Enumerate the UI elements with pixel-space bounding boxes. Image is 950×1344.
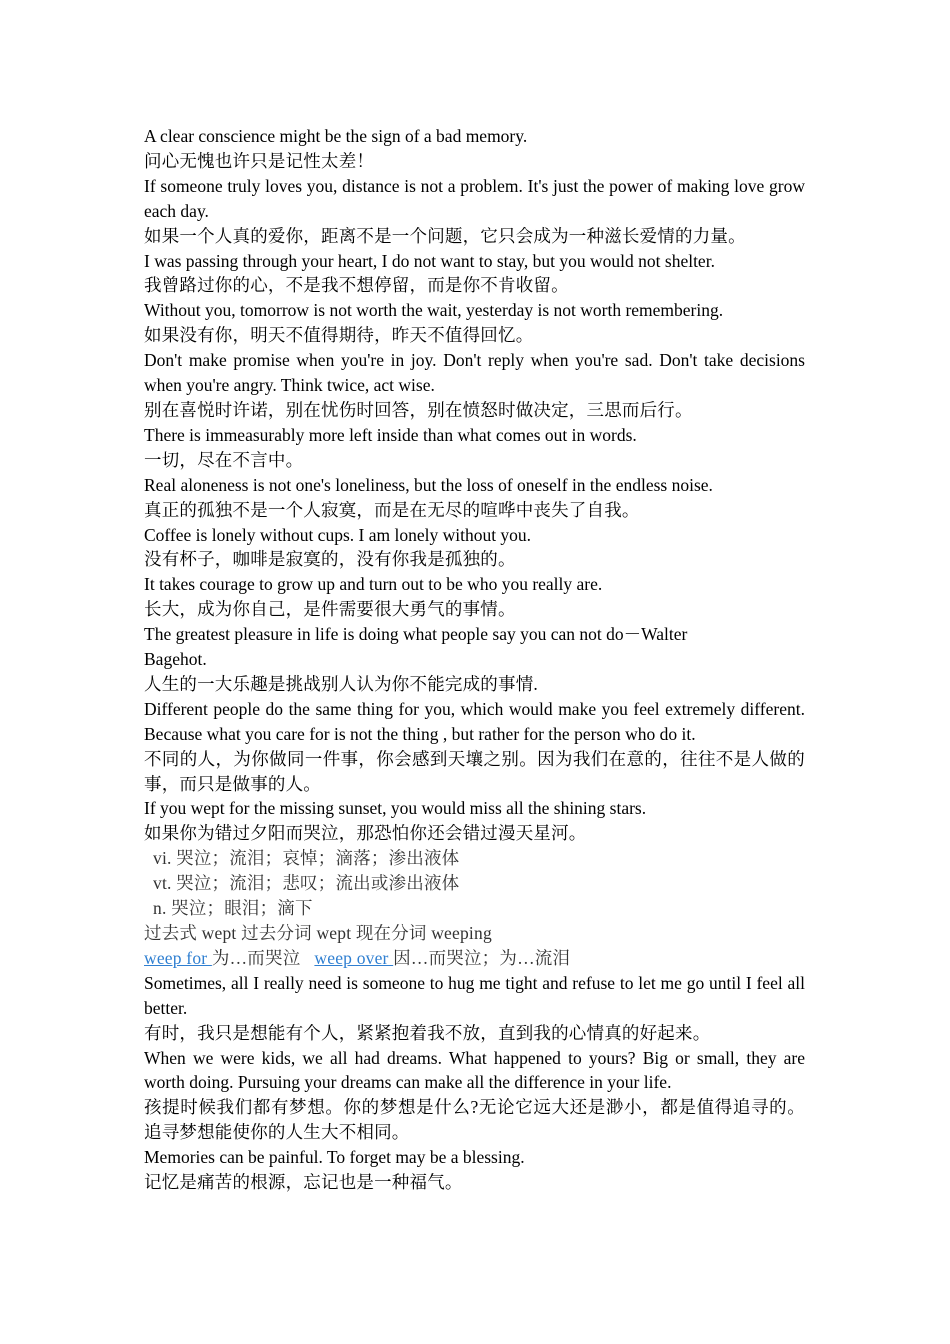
quote-en: There is immeasurably more left inside than what comes out in words. [144,424,637,445]
quote-zh: 如果一个人真的爱你，距离不是一个问题，它只会成为一种滋长爱情的力量。 [144,225,746,246]
quote-zh: 记忆是痛苦的根源，忘记也是一种福气。 [144,1172,463,1193]
vocab-n: n. 哭泣；眼泪；滴下 [153,898,313,919]
quote-en: Different people do the same thing for you, which would make you feel extremely different. Because what you care for is not the thing , but rather for the person who do it. [144,698,805,744]
quote-en: I was passing through your heart, I do not want to stay, but you would not shelter. [144,250,715,271]
vocab-vt: vt. 哭泣；流泪；悲叹；流出或渗出液体 [153,873,460,894]
quote-zh: 一切，尽在不言中。 [144,449,304,470]
quote-zh: 问心无愧也许只是记性太差！ [144,150,375,171]
vocab-forms: 过去式 wept 过去分词 wept 现在分词 weeping [144,923,492,943]
quote-zh: 如果你为错过夕阳而哭泣，那恐怕你还会错过漫天星河。 [144,823,587,844]
quote-zh: 别在喜悦时许诺，别在忧伤时回答，别在愤怒时做决定，三思而后行。 [144,399,693,420]
quote-en: Coffee is lonely without cups. I am lonely without you. [144,524,532,545]
quote-en: Real aloneness is not one's loneliness, but the loss of oneself in the endless noise. [144,474,713,495]
quote-en: If someone truly loves you, distance is not a problem. It's just the power of making love grow each day. [144,175,805,221]
document-body [144,124,805,1195]
quote-en: Without you, tomorrow is not worth the wait, yesterday is not worth remembering. [144,300,724,321]
quote-zh: 不同的人，为你做同一件事，你会感到天壤之别。因为我们在意的，往往不是人做的事，而只是做事的人。 [144,748,805,794]
weep-for-link[interactable]: weep for [144,947,212,968]
quote-en: It takes courage to grow up and turn out to be who you really are. [144,574,603,595]
quote-zh: 我曾路过你的心，不是我不想停留，而是你不肯收留。 [144,275,569,296]
quote-en-continued: Bagehot. [144,649,207,670]
quote-zh: 有时，我只是想能有个人，紧紧抱着我不放，直到我的心情真的好起来。 [144,1022,711,1043]
weep-for-meaning: 为…而哭泣 [211,947,301,968]
quote-en: The greatest pleasure in life is doing what people say you can not do－Walter [144,624,688,645]
quote-zh: 没有杯子，咖啡是寂寞的，没有你我是孤独的。 [144,549,516,570]
quote-zh: 如果没有你，明天不值得期待，昨天不值得回忆。 [144,325,534,346]
vocab-vi: vi. 哭泣；流泪；哀悼；滴落；渗出液体 [153,848,460,869]
quote-zh: 真正的孤独不是一个人寂寞，而是在无尽的喧哗中丧失了自我。 [144,499,640,520]
quote-en: If you wept for the missing sunset, you would miss all the shining stars. [144,798,647,819]
quote-en: When we were kids, we all had dreams. What happened to yours? Big or small, they are worth doing. Pursuing your dreams can make all the difference in your life. [144,1047,805,1093]
quote-en: Memories can be painful. To forget may be a blessing. [144,1147,525,1168]
quote-en: Don't make promise when you're in joy. Don't reply when you're sad. Don't take decisions when you're angry. Think twice, act wise. [144,350,805,396]
quote-zh: 长大，成为你自己，是件需要很大勇气的事情。 [144,599,516,620]
vocab-phrases [144,946,805,971]
quote-zh: 人生的一大乐趣是挑战别人认为你不能完成的事情. [144,673,538,694]
weep-over-link[interactable]: weep over [314,947,394,968]
quote-en: A clear conscience might be the sign of a bad memory. [144,126,528,146]
quote-en: Sometimes, all I really need is someone to hug me tight and refuse to let me go until I feel all better. [144,972,805,1018]
quote-zh: 孩提时候我们都有梦想。你的梦想是什么?无论它远大还是渺小，都是值得追寻的。追寻梦想能使你的人生大不相同。 [144,1097,805,1143]
weep-over-meaning: 因…而哭泣；为…流泪 [393,947,571,968]
